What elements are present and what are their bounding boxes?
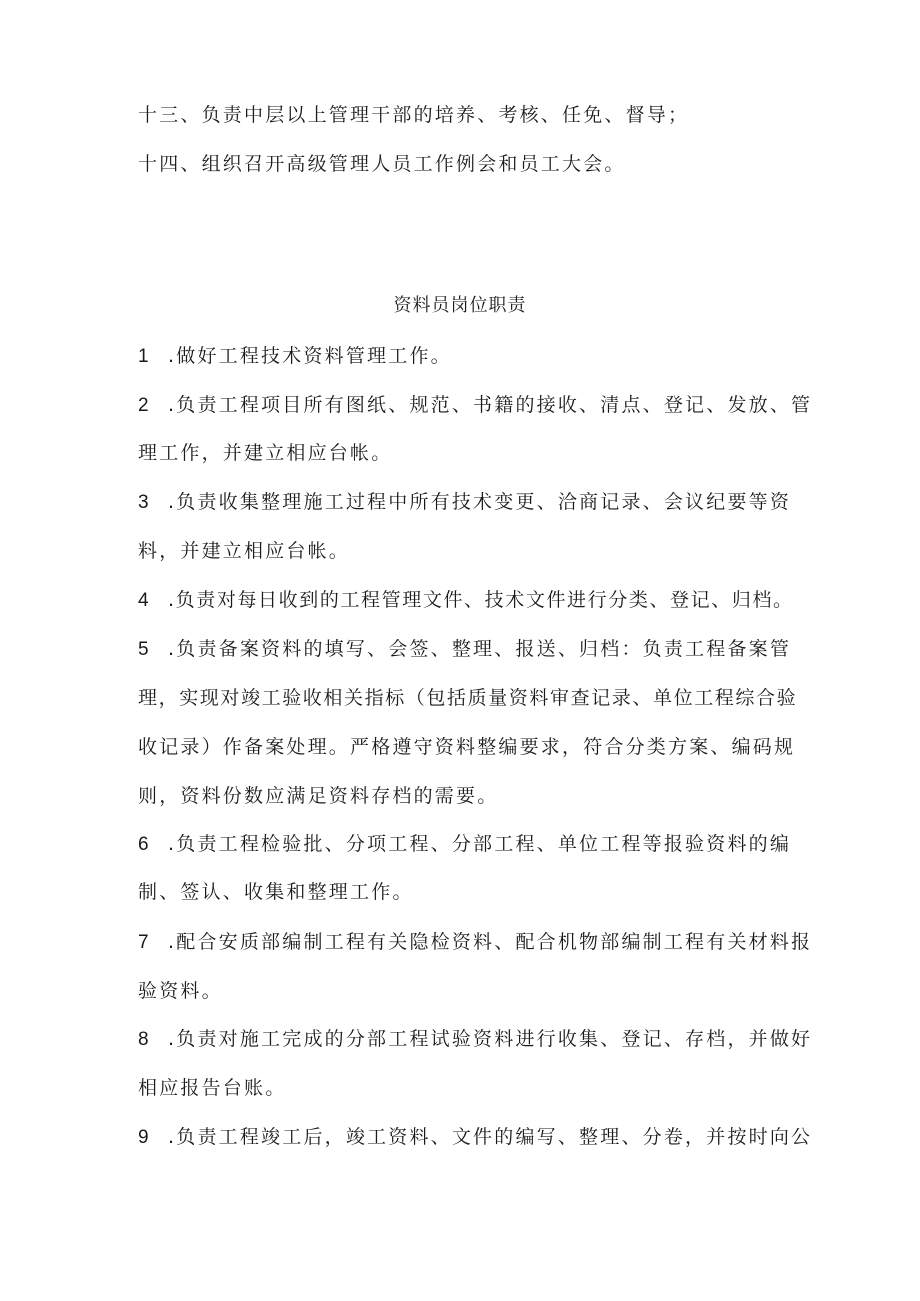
item-number: 9	[138, 1127, 151, 1148]
section-title: 资料员岗位职责	[393, 295, 527, 316]
intro-line-13: 十三、负责中层以上管理干部的培养、考核、任免、督导；	[138, 104, 690, 126]
list-item-9	[138, 1123, 812, 1152]
item-text: .负责对每日收到的工程管理文件、技术文件进行分类、登记、归档。	[168, 589, 794, 611]
list-item-5	[138, 635, 791, 664]
item-number: 4	[138, 590, 151, 611]
list-item-3	[138, 488, 791, 517]
list-item-5-cont-1: 理，实现对竣工验收相关指标（包括质量资料审查记录、单位工程综合验	[138, 687, 798, 709]
item-number: 5	[138, 639, 151, 660]
list-item-5-cont-2: 收记录）作备案处理。严格遵守资料整编要求，符合分类方案、编码规	[138, 736, 796, 758]
item-text: .做好工程技术资料管理工作。	[168, 345, 452, 367]
list-item-2-cont: 理工作，并建立相应台帐。	[138, 442, 393, 464]
list-item-6-cont: 制、签认、收集和整理工作。	[138, 881, 414, 903]
list-item-1	[138, 342, 452, 371]
list-item-5-cont-3: 则，资料份数应满足资料存档的需要。	[138, 785, 499, 807]
item-text: .负责收集整理施工过程中所有技术变更、洽商记录、会议纪要等资	[168, 491, 792, 513]
intro-line-14: 十四、组织召开高级管理人员工作例会和员工大会。	[138, 153, 626, 175]
item-number: 6	[138, 834, 151, 855]
list-item-8	[138, 1025, 812, 1054]
list-item-2	[138, 391, 812, 420]
list-item-7-cont: 验资料。	[138, 980, 223, 1002]
list-item-7	[138, 928, 812, 957]
list-item-6	[138, 830, 791, 859]
list-item-4	[138, 586, 794, 615]
item-number: 2	[138, 395, 151, 416]
item-text: .负责工程项目所有图纸、规范、书籍的接收、清点、登记、发放、管	[168, 394, 813, 416]
item-text: .负责工程竣工后，竣工资料、文件的编写、整理、分卷，并按时向公	[168, 1126, 813, 1148]
item-text: .负责备案资料的填写、会签、整理、报送、归档：负责工程备案管	[168, 638, 792, 660]
item-text: .负责对施工完成的分部工程试验资料进行收集、登记、存档，并做好	[168, 1028, 813, 1050]
item-number: 7	[138, 932, 151, 953]
list-item-8-cont: 相应报告台账。	[138, 1077, 287, 1099]
item-number: 1	[138, 346, 151, 367]
list-item-3-cont: 料，并建立相应台帐。	[138, 540, 351, 562]
item-number: 3	[138, 492, 151, 513]
item-text: .配合安质部编制工程有关隐检资料、配合机物部编制工程有关材料报	[168, 931, 813, 953]
item-text: .负责工程检验批、分项工程、分部工程、单位工程等报验资料的编	[168, 833, 792, 855]
item-number: 8	[138, 1029, 151, 1050]
